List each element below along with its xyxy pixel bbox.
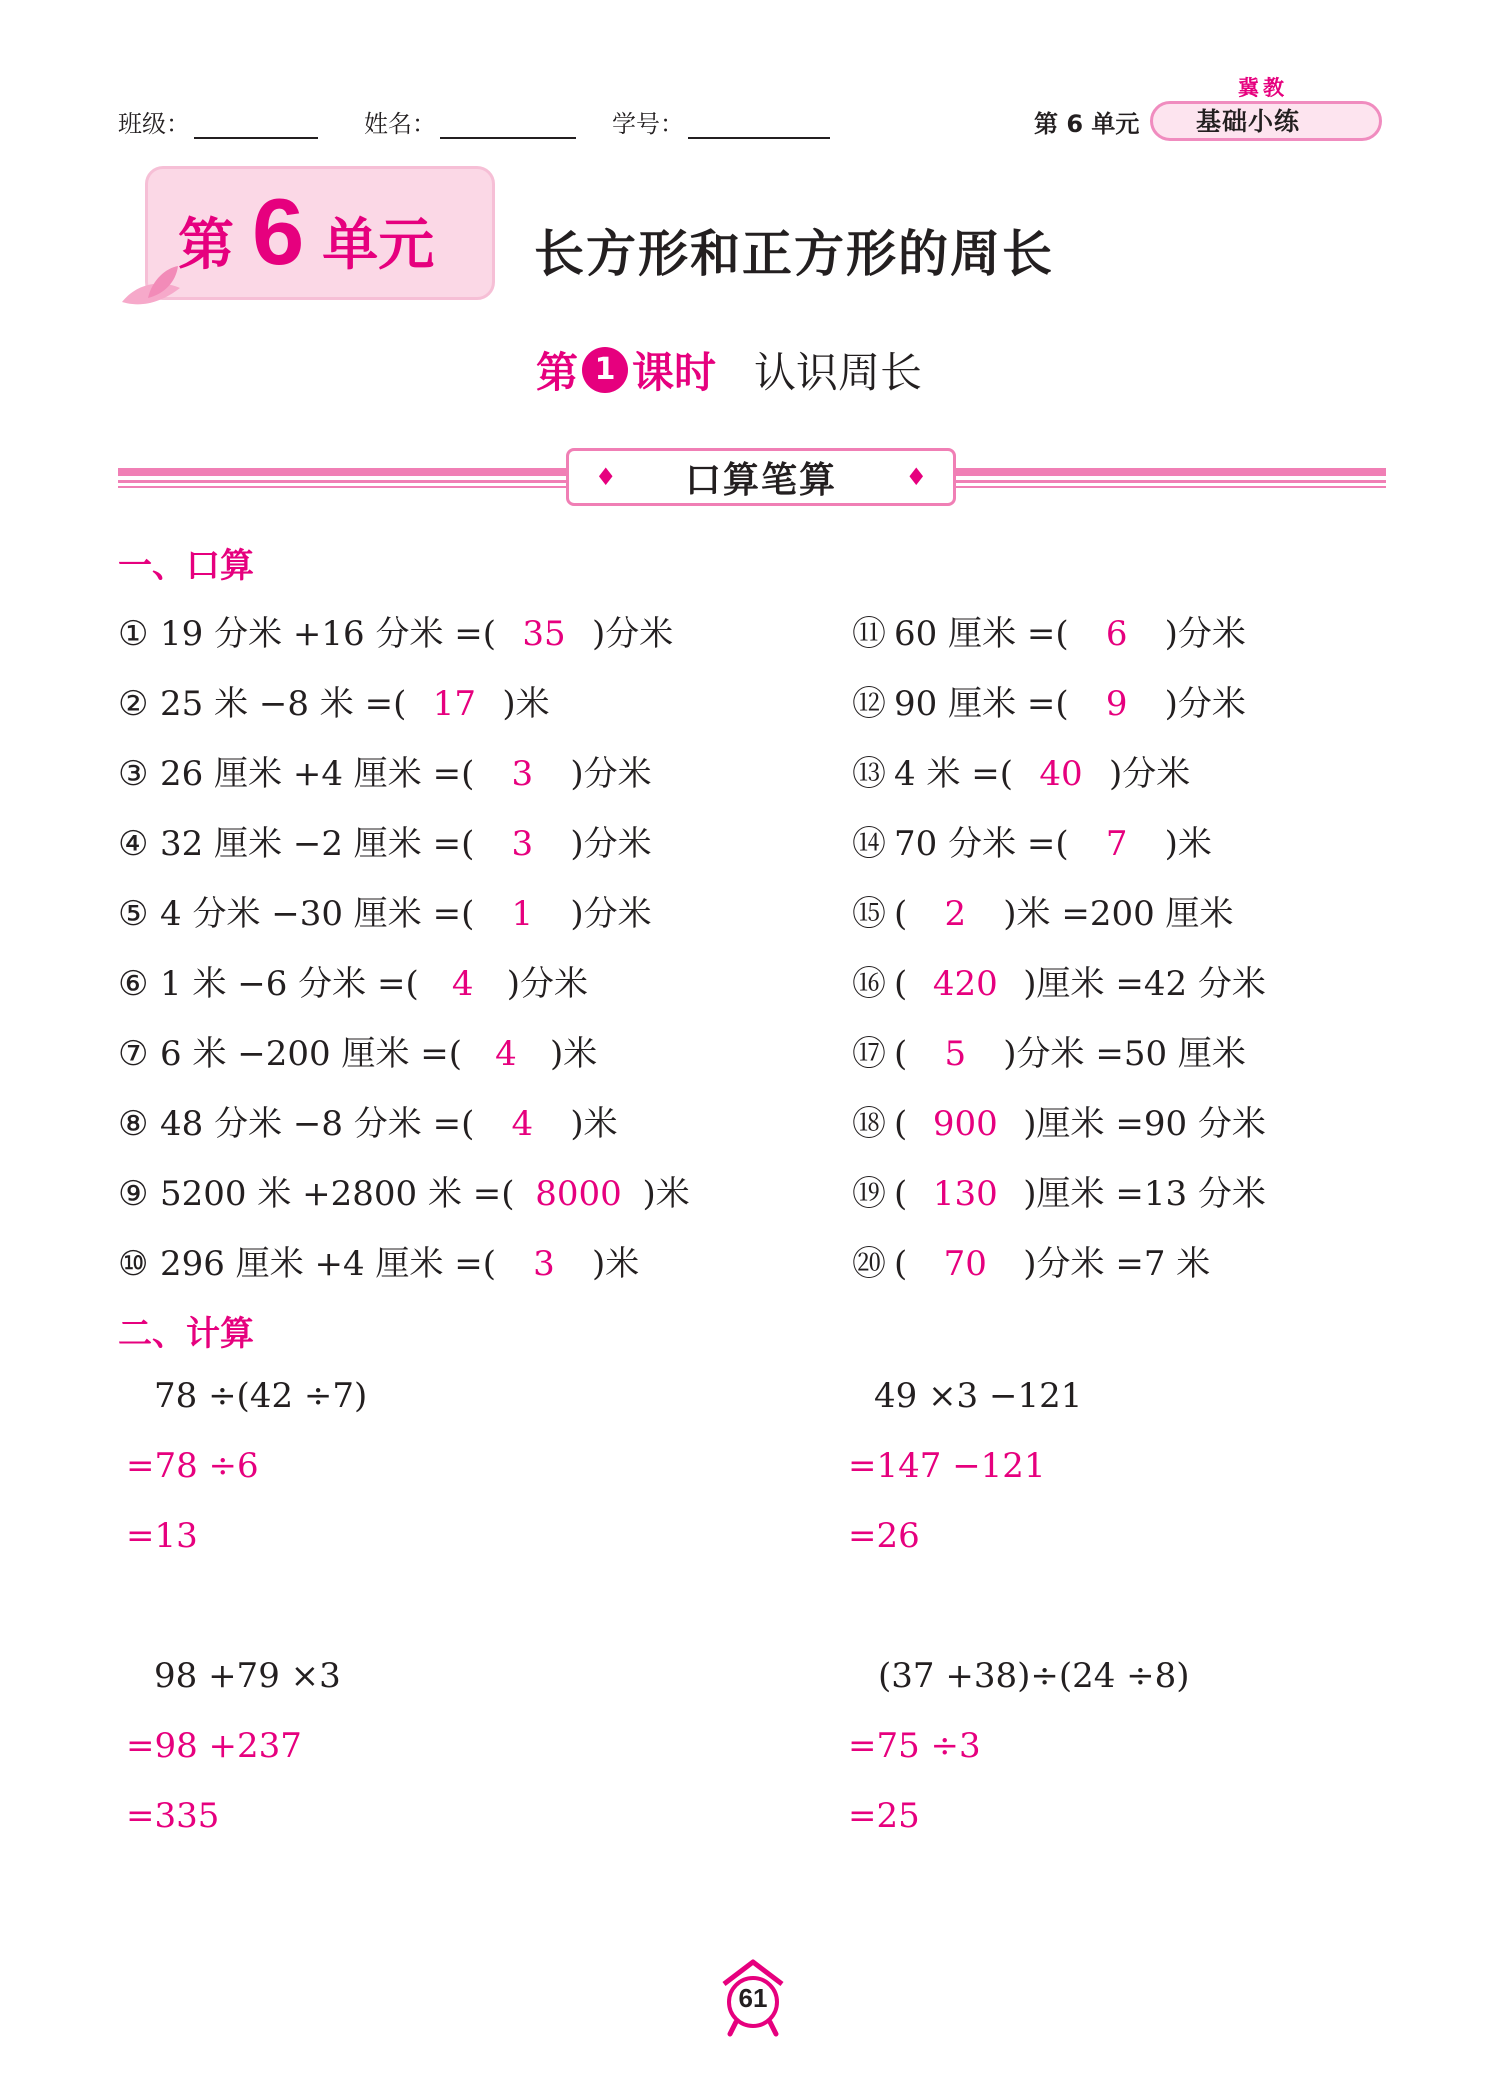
problem-unit: )米: [502, 684, 550, 724]
section-heading-oral: 一、口算: [118, 546, 254, 586]
answer-value: 900: [932, 1104, 998, 1144]
problem-number: ⑥: [118, 964, 149, 1004]
name-blank[interactable]: [440, 111, 576, 139]
problem-number: ②: [118, 684, 149, 724]
unit-number: 6: [252, 179, 305, 284]
problem-text: (: [894, 1174, 908, 1214]
page-number: 61: [738, 1983, 768, 2013]
answer-value: 1: [511, 894, 534, 934]
oral-problem: [852, 886, 1234, 935]
lesson-title: [536, 340, 922, 400]
problem-text: 48 分米 −8 分米 =(: [160, 1104, 475, 1144]
problem-text: 1 米 −6 分米 =(: [160, 964, 419, 1004]
answer-blank[interactable]: [419, 964, 507, 1004]
problem-text: 25 米 −8 米 =(: [160, 684, 407, 724]
problem-text: 5200 米 +2800 米 =(: [160, 1174, 515, 1214]
answer-value: 5: [944, 1034, 967, 1074]
problem-text: 90 厘米 =(: [894, 684, 1069, 724]
problem-number: ⑯: [852, 964, 886, 1004]
problem-text: (: [894, 1244, 908, 1284]
problem-number: ⑰: [852, 1034, 886, 1074]
answer-blank[interactable]: [462, 1034, 550, 1074]
problem-text: 32 厘米 −2 厘米 =(: [160, 824, 475, 864]
problem-unit: )厘米 =42 分米: [1023, 964, 1266, 1004]
problem-unit: )分米 =50 厘米: [1003, 1034, 1246, 1074]
answer-value: 3: [511, 824, 534, 864]
problem-text: 296 厘米 +4 厘米 =(: [160, 1244, 496, 1284]
problem-number: ⑲: [852, 1174, 886, 1214]
problem-number: ①: [118, 614, 149, 654]
problem-unit: )分米: [1109, 754, 1191, 794]
calc-expression: 49 ×3 −121: [874, 1376, 1083, 1416]
problem-unit: )分米 =7 米: [1023, 1244, 1211, 1284]
oral-problem: [118, 1026, 597, 1075]
oral-problem: [852, 956, 1266, 1005]
problem-number: ⑭: [852, 824, 886, 864]
answer-blank[interactable]: [1069, 684, 1165, 724]
calc-expression: 78 ÷(42 ÷7): [154, 1376, 368, 1416]
problem-number: ⑱: [852, 1104, 886, 1144]
answer-blank[interactable]: [907, 894, 1003, 934]
lesson-number-badge: 1: [582, 347, 628, 393]
problem-unit: )分米: [1164, 614, 1246, 654]
answer-value: 2: [944, 894, 967, 934]
unit-prefix: 第: [178, 213, 234, 278]
answer-value: 420: [932, 964, 998, 1004]
id-field: [612, 104, 830, 139]
problem-number: ⑦: [118, 1034, 149, 1074]
oral-problem: [852, 676, 1246, 725]
problem-unit: )厘米 =90 分米: [1023, 1104, 1266, 1144]
answer-value: 8000: [535, 1174, 622, 1214]
problem-number: ⑫: [852, 684, 886, 724]
name-field: [364, 104, 576, 139]
problem-unit: )分米: [570, 894, 652, 934]
page-title: 长方形和正方形的周长: [534, 225, 1054, 283]
oral-problem: [118, 746, 652, 795]
calc-step: =78 ÷6: [126, 1446, 259, 1486]
problem-number: ⑬: [852, 754, 886, 794]
oral-problem: [118, 886, 652, 935]
id-blank[interactable]: [688, 111, 830, 139]
problem-number: ④: [118, 824, 149, 864]
answer-blank[interactable]: [474, 754, 570, 794]
problem-unit: )分米: [570, 824, 652, 864]
problem-number: ⑩: [118, 1244, 149, 1284]
answer-blank[interactable]: [907, 964, 1023, 1004]
problem-unit: )分米: [506, 964, 589, 1004]
problem-text: 6 米 −200 厘米 =(: [160, 1034, 462, 1074]
answer-blank[interactable]: [515, 1174, 643, 1214]
oral-problem: [118, 676, 550, 725]
calc-step: =26: [848, 1516, 920, 1556]
problem-unit: )米: [570, 1104, 618, 1144]
problem-unit: )分米: [1164, 684, 1246, 724]
problem-unit: )米: [1164, 824, 1212, 864]
answer-blank[interactable]: [1069, 824, 1165, 864]
answer-blank[interactable]: [474, 1104, 570, 1144]
answer-blank[interactable]: [907, 1174, 1023, 1214]
answer-value: 70: [943, 1244, 987, 1284]
answer-blank[interactable]: [496, 614, 592, 654]
calc-step: =335: [126, 1796, 220, 1836]
oral-problem: [852, 1096, 1266, 1145]
oral-problem: [852, 1166, 1266, 1215]
calc-step: =25: [848, 1796, 920, 1836]
problem-number: ⑪: [852, 614, 886, 654]
oral-problem: [118, 1096, 618, 1145]
answer-blank[interactable]: [406, 684, 502, 724]
problem-text: 4 米 =(: [894, 754, 1013, 794]
calc-step: =147 −121: [848, 1446, 1046, 1486]
diamond-icon: ♦: [595, 463, 617, 491]
unit-suffix: 单元: [322, 213, 435, 278]
oral-problem: [852, 1236, 1210, 1285]
problem-unit: )分米: [570, 754, 652, 794]
problem-number: ⑨: [118, 1174, 149, 1214]
problem-unit: )米: [550, 1034, 598, 1074]
class-field: [118, 104, 318, 139]
oral-problem: [118, 816, 652, 865]
answer-value: 7: [1105, 824, 1128, 864]
diamond-icon: ♦: [905, 463, 927, 491]
oral-problem: [852, 816, 1212, 865]
section-heading-calc: 二、计算: [118, 1314, 254, 1354]
answer-blank[interactable]: [474, 894, 570, 934]
problem-number: ⑧: [118, 1104, 149, 1144]
oral-problem: [852, 1026, 1246, 1075]
problem-text: 70 分米 =(: [894, 824, 1069, 864]
answer-blank[interactable]: [907, 1104, 1023, 1144]
lesson-suffix: 课时: [632, 348, 717, 397]
problem-unit: )米: [592, 1244, 640, 1284]
answer-value: 9: [1105, 684, 1128, 724]
answer-blank[interactable]: [474, 824, 570, 864]
answer-value: 3: [533, 1244, 555, 1284]
answer-value: 3: [511, 754, 534, 794]
calc-step: =13: [126, 1516, 198, 1556]
oral-problem: [852, 746, 1190, 795]
problem-number: ⑳: [852, 1244, 886, 1284]
problem-text: (: [894, 1104, 908, 1144]
problem-unit: )分米: [592, 614, 674, 654]
unit-label: [178, 178, 434, 286]
answer-value: 35: [522, 614, 566, 654]
answer-value: 4: [495, 1034, 517, 1074]
answer-blank[interactable]: [1013, 754, 1109, 794]
oral-problem: [118, 956, 588, 1005]
calc-step: =75 ÷3: [848, 1726, 981, 1766]
problem-unit: )米 =200 厘米: [1003, 894, 1234, 934]
calc-step: =98 +237: [126, 1726, 302, 1766]
brand-publisher: 冀教: [1238, 76, 1288, 100]
oral-problem: [118, 1236, 639, 1285]
class-blank[interactable]: [194, 111, 318, 139]
problem-number: ⑮: [852, 894, 886, 934]
calc-expression: (37 +38)÷(24 ÷8): [878, 1656, 1190, 1696]
problem-unit: )米: [642, 1174, 690, 1214]
banner-title: 口算笔算: [684, 459, 837, 501]
lesson-name: 认识周长: [754, 348, 923, 397]
problem-text: 60 厘米 =(: [894, 614, 1069, 654]
oral-problem: [118, 1166, 690, 1215]
answer-value: 4: [511, 1104, 534, 1144]
problem-number: ③: [118, 754, 149, 794]
answer-value: 40: [1039, 754, 1083, 794]
problem-number: ⑤: [118, 894, 149, 934]
brand-name: 基础小练: [1196, 107, 1301, 136]
name-label: 姓名：: [364, 110, 436, 138]
answer-blank[interactable]: [907, 1244, 1023, 1284]
id-label: 学号：: [612, 110, 684, 138]
answer-value: 17: [432, 684, 476, 724]
problem-unit: )厘米 =13 分米: [1023, 1174, 1266, 1214]
answer-value: 6: [1105, 614, 1128, 654]
answer-blank[interactable]: [1069, 614, 1165, 654]
answer-value: 4: [451, 964, 474, 1004]
oral-problem: [118, 606, 673, 655]
problem-text: (: [894, 894, 908, 934]
problem-text: 19 分米 +16 分米 =(: [160, 614, 496, 654]
section-banner: [566, 448, 956, 506]
answer-blank[interactable]: [907, 1034, 1003, 1074]
problem-text: (: [894, 964, 908, 1004]
problem-text: 4 分米 −30 厘米 =(: [160, 894, 475, 934]
oral-problem: [852, 606, 1246, 655]
problem-text: (: [894, 1034, 908, 1074]
answer-blank[interactable]: [496, 1244, 592, 1284]
unit-tag: 第 6 单元: [1034, 110, 1140, 138]
calc-expression: 98 +79 ×3: [154, 1656, 341, 1696]
answer-value: 130: [932, 1174, 998, 1214]
lesson-prefix: 第: [536, 348, 579, 397]
problem-text: 26 厘米 +4 厘米 =(: [160, 754, 475, 794]
class-label: 班级：: [118, 110, 190, 138]
